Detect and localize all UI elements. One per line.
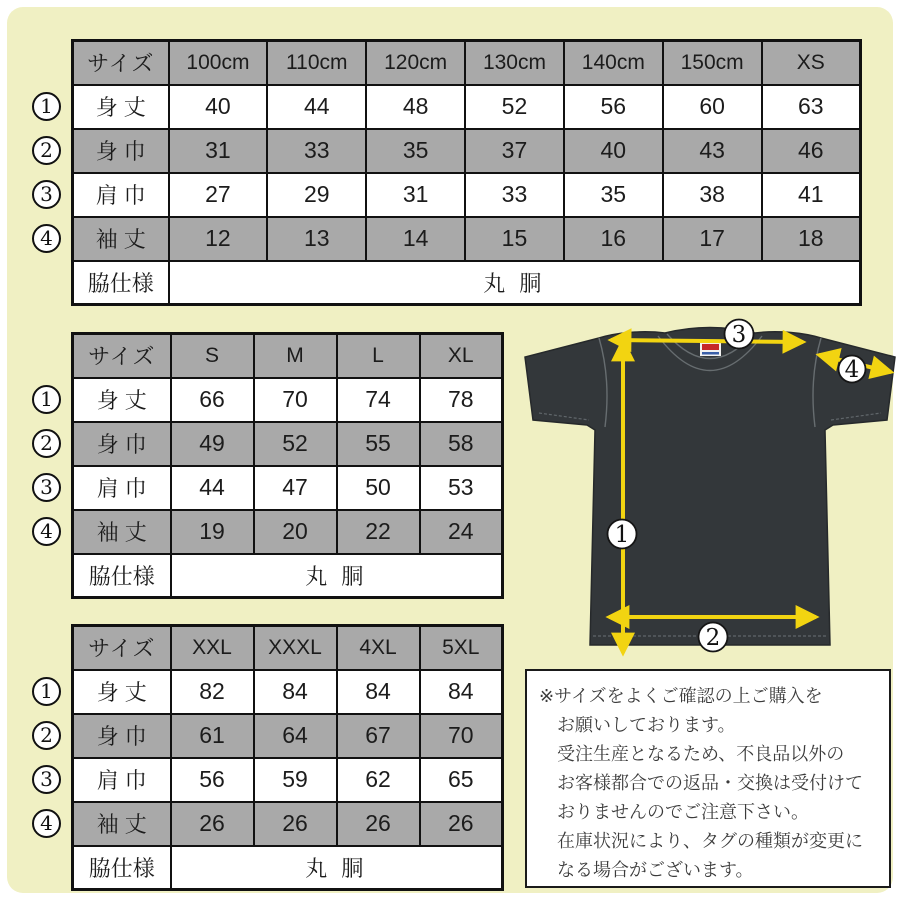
- size-value-cell: 29: [267, 173, 366, 217]
- size-value-cell: 55: [337, 422, 420, 466]
- big-size-table-wrap: [40, 624, 504, 891]
- size-value-cell: 22: [337, 510, 420, 554]
- column-header: サイズ: [73, 626, 171, 670]
- circled-number-marker: 3: [32, 180, 61, 209]
- size-value-cell: 48: [366, 85, 465, 129]
- circled-number-marker: 3: [32, 765, 61, 794]
- size-value-cell: 58: [420, 422, 503, 466]
- column-header: 120cm: [366, 41, 465, 85]
- size-value-cell: 33: [267, 129, 366, 173]
- side-spec-row: [73, 261, 861, 305]
- row-label: 脇仕様: [73, 846, 171, 890]
- size-value-cell: 35: [564, 173, 663, 217]
- measurement-row: [73, 802, 503, 846]
- size-value-cell: 46: [762, 129, 861, 173]
- purchase-notice-box: [525, 669, 891, 888]
- size-value-cell: 78: [420, 378, 503, 422]
- size-value-cell: 65: [420, 758, 503, 802]
- row-label: 身 丈: [73, 670, 171, 714]
- row-label: 身 巾: [73, 422, 171, 466]
- size-table-big: [71, 624, 504, 891]
- notice-line: 在庫状況により、タグの種類が変更に: [557, 831, 863, 851]
- size-value-cell: 64: [254, 714, 337, 758]
- brand-tag: [700, 342, 721, 356]
- column-header: 130cm: [465, 41, 564, 85]
- size-value-cell: 40: [169, 85, 268, 129]
- size-value-cell: 56: [564, 85, 663, 129]
- size-value-cell: 16: [564, 217, 663, 261]
- size-value-cell: 15: [465, 217, 564, 261]
- size-value-cell: 44: [267, 85, 366, 129]
- arrow-shoulder-width: [611, 340, 803, 342]
- size-value-cell: 66: [171, 378, 254, 422]
- circled-number-marker: 4: [32, 809, 61, 838]
- size-table-adult: [71, 332, 504, 599]
- circled-number-marker: 4: [32, 517, 61, 546]
- notice-line: お客様都合での返品・交換は受付けて: [557, 773, 863, 793]
- notice-line: なる場合がございます。: [557, 860, 754, 880]
- size-value-cell: 52: [254, 422, 337, 466]
- notice-line: おりませんのでご注意下さい。: [557, 802, 809, 822]
- tshirt-measurement-diagram: [515, 317, 900, 669]
- circled-number-marker: 2: [32, 721, 61, 750]
- column-header: XS: [762, 41, 861, 85]
- size-value-cell: 84: [254, 670, 337, 714]
- row-label: 脇仕様: [73, 554, 171, 598]
- size-chart-panel: [7, 7, 893, 893]
- circled-number-marker: 1: [32, 92, 61, 121]
- notice-line: ※サイズをよくご確認の上ご購入を: [539, 686, 823, 706]
- size-value-cell: 70: [254, 378, 337, 422]
- column-header: L: [337, 334, 420, 378]
- size-value-cell: 41: [762, 173, 861, 217]
- column-header: S: [171, 334, 254, 378]
- measurement-row: [73, 173, 861, 217]
- size-value-cell: 26: [420, 802, 503, 846]
- circled-number-marker: 2: [32, 136, 61, 165]
- diagram-label-body-length: [608, 520, 637, 549]
- row-label: 身 巾: [73, 129, 169, 173]
- column-header: 5XL: [420, 626, 503, 670]
- measurement-row: [73, 510, 503, 554]
- size-value-cell: 20: [254, 510, 337, 554]
- size-value-cell: 53: [420, 466, 503, 510]
- side-spec-value: 丸 胴: [171, 554, 503, 598]
- size-value-cell: 44: [171, 466, 254, 510]
- measurement-row: [73, 670, 503, 714]
- row-label: 肩 巾: [73, 173, 169, 217]
- circled-number-marker: 4: [32, 224, 61, 253]
- size-value-cell: 56: [171, 758, 254, 802]
- notice-line: 受注生産となるため、不良品以外の: [557, 744, 845, 764]
- column-header: サイズ: [73, 334, 171, 378]
- measurement-row: [73, 378, 503, 422]
- circled-number-marker: 3: [32, 473, 61, 502]
- notice-line: お願いしております。: [557, 715, 736, 735]
- row-label: 脇仕様: [73, 261, 169, 305]
- size-value-cell: 74: [337, 378, 420, 422]
- row-label: 身 巾: [73, 714, 171, 758]
- column-header: 110cm: [267, 41, 366, 85]
- diagram-label-sleeve: [839, 356, 866, 384]
- column-header: M: [254, 334, 337, 378]
- size-value-cell: 52: [465, 85, 564, 129]
- size-value-cell: 26: [171, 802, 254, 846]
- row-label: 肩 巾: [73, 466, 171, 510]
- size-table-kids: [71, 39, 862, 306]
- size-value-cell: 31: [169, 129, 268, 173]
- adult-size-table-wrap: [40, 332, 504, 599]
- size-value-cell: 14: [366, 217, 465, 261]
- column-header: サイズ: [73, 41, 169, 85]
- svg-text:4: 4: [844, 357, 860, 383]
- row-label: 袖 丈: [73, 802, 171, 846]
- size-value-cell: 38: [663, 173, 762, 217]
- row-label: 袖 丈: [73, 510, 171, 554]
- size-value-cell: 62: [337, 758, 420, 802]
- size-value-cell: 61: [171, 714, 254, 758]
- svg-text:1: 1: [614, 522, 630, 548]
- size-value-cell: 37: [465, 129, 564, 173]
- size-value-cell: 24: [420, 510, 503, 554]
- size-value-cell: 84: [420, 670, 503, 714]
- column-header: 100cm: [169, 41, 268, 85]
- size-value-cell: 26: [337, 802, 420, 846]
- size-value-cell: 18: [762, 217, 861, 261]
- svg-text:3: 3: [731, 322, 747, 348]
- row-label: 袖 丈: [73, 217, 169, 261]
- size-value-cell: 50: [337, 466, 420, 510]
- size-value-cell: 17: [663, 217, 762, 261]
- measurement-row: [73, 714, 503, 758]
- size-value-cell: 47: [254, 466, 337, 510]
- svg-text:2: 2: [705, 625, 721, 651]
- size-value-cell: 40: [564, 129, 663, 173]
- size-value-cell: 63: [762, 85, 861, 129]
- column-header: 4XL: [337, 626, 420, 670]
- size-value-cell: 43: [663, 129, 762, 173]
- size-value-cell: 70: [420, 714, 503, 758]
- diagram-label-body-width: [699, 623, 728, 652]
- column-header: 140cm: [564, 41, 663, 85]
- size-value-cell: 60: [663, 85, 762, 129]
- size-value-cell: 31: [366, 173, 465, 217]
- size-value-cell: 49: [171, 422, 254, 466]
- size-value-cell: 12: [169, 217, 268, 261]
- column-header: 150cm: [663, 41, 762, 85]
- circled-number-marker: 2: [32, 429, 61, 458]
- column-header: XXXL: [254, 626, 337, 670]
- side-spec-value: 丸 胴: [169, 261, 861, 305]
- size-value-cell: 35: [366, 129, 465, 173]
- measurement-row: [73, 758, 503, 802]
- row-label: 肩 巾: [73, 758, 171, 802]
- size-value-cell: 59: [254, 758, 337, 802]
- circled-number-marker: 1: [32, 677, 61, 706]
- size-value-cell: 33: [465, 173, 564, 217]
- size-value-cell: 84: [337, 670, 420, 714]
- circled-number-marker: 1: [32, 385, 61, 414]
- size-value-cell: 19: [171, 510, 254, 554]
- size-value-cell: 67: [337, 714, 420, 758]
- column-header: XXL: [171, 626, 254, 670]
- size-value-cell: 82: [171, 670, 254, 714]
- kids-size-table-wrap: [40, 39, 862, 306]
- measurement-row: [73, 217, 861, 261]
- side-spec-value: 丸 胴: [171, 846, 503, 890]
- row-label: 身 丈: [73, 378, 171, 422]
- measurement-row: [73, 129, 861, 173]
- diagram-label-shoulder: [725, 320, 754, 349]
- row-label: 身 丈: [73, 85, 169, 129]
- size-value-cell: 13: [267, 217, 366, 261]
- side-spec-row: [73, 554, 503, 598]
- measurement-row: [73, 422, 503, 466]
- measurement-row: [73, 85, 861, 129]
- size-value-cell: 27: [169, 173, 268, 217]
- column-header: XL: [420, 334, 503, 378]
- side-spec-row: [73, 846, 503, 890]
- size-value-cell: 26: [254, 802, 337, 846]
- measurement-row: [73, 466, 503, 510]
